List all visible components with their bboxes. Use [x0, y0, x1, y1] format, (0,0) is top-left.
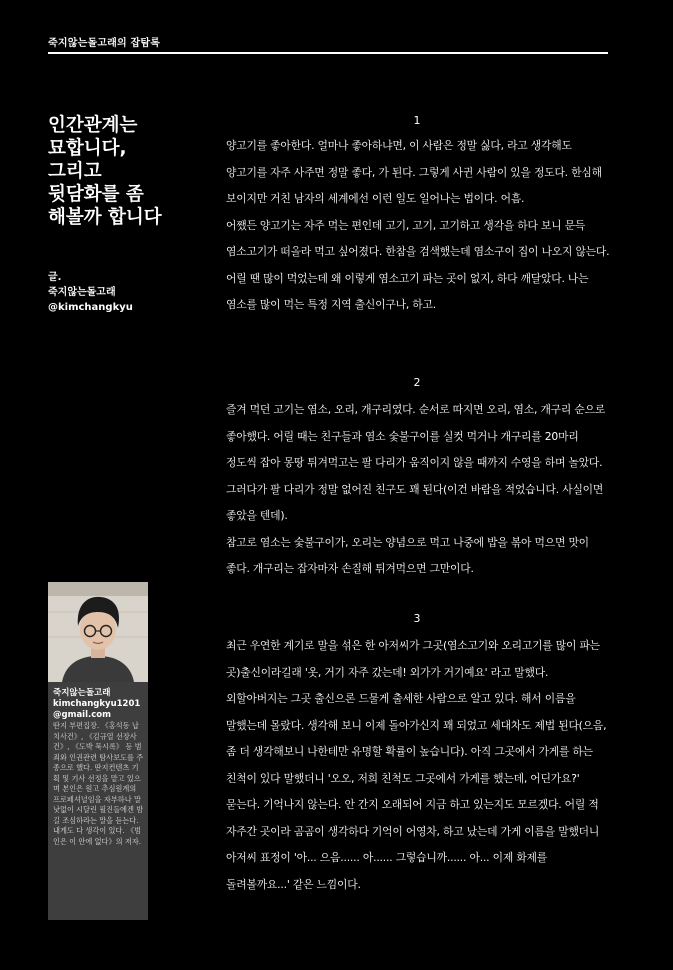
paragraph: 어쨌든 양고기는 자주 먹는 편인데 고기, 고기, 고기하고 생각을 하다 보니 문득 염소고기가 떠올라 먹고 싶어졌다. 한참을 검색했는데 염소구이 집이 나오지 않는다. 어릴 땐 많이 먹었는데 왜 이렇게 염소고기 파는 곳이 없지, 하다 깨달았다. 나는 염소를 많이 먹는 특정 지역 출신이구나, 하고. — [226, 218, 610, 311]
section-text — [226, 133, 610, 319]
headline-line: 인간관계는 — [48, 115, 138, 136]
article-headline — [48, 114, 198, 229]
series-title: 죽지않는돌고래의 잡탐록 — [48, 38, 161, 49]
headline-line: 그리고 — [48, 161, 102, 182]
byline — [48, 270, 133, 315]
author-name: 죽지않는돌고래 — [53, 688, 111, 698]
author-contact — [53, 688, 145, 721]
section-number: 1 — [413, 114, 421, 127]
author-photo — [48, 582, 148, 682]
section-text — [226, 633, 610, 898]
headline-line: 뒷담화를 좀 — [48, 184, 144, 205]
section-number: 3 — [413, 612, 421, 625]
author-bio: 딴지 부편집장. 《홍석동 납치사건》, 《김규열 선장사건》, 《도박 묵시록》 등 범죄와 인권관련 탐사보도를 주종으로 했다. 딴지컨텐츠 기획 및 기사 선정을 맡고 있으며 본인은 원고 추심원계의 프로페셔널임을 자부하나 말낫없이 시달린 필진들에겐 밤길 조심하라는 말을 듣는다. 내게도 다 생각이 있다. 《범인은 이 안에 없다》의 저자. — [53, 721, 144, 846]
paragraph: 참고로 염소는 숯불구이가, 오리는 양념으로 먹고 나중에 밥을 볶아 먹으면 맛이 좋다. 개구리는 잡자마자 손질해 튀겨먹으면 그만이다. — [226, 535, 589, 575]
byline-handle: @kimchangkyu — [48, 302, 133, 313]
author-email-domain: @gmail.com — [53, 710, 111, 720]
paragraph: 최근 우연한 계기로 말을 섞은 한 아저씨가 그곳(염소고기와 오리고기를 많이 파는 곳)출신이라길래 '옷, 거기 자주 갔는데! 외가가 거기예요' 라고 말했다. 외할아버지는 그곳 출신으론 드물게 출세한 사람으로 알고 있다. 해서 이름을 말했는데 몰랐다. 생각해 보니 이제 돌아가신지 꽤 되었고 세대차도 제법 된다(으음, 좀 더 생각해보니 나한테만 유명할 확률이 높습니다). 아직 그곳에서 가게를 하는 친척이 있다 말했더니 '오오, 저희 친척도 그곳에서 가게를 했는데, 어딘가요?' 묻는다. 기억나지 않는다. 안 간지 오래되어 지금 하고 있는지도 모르겠다. 어릴 적 자주간 곳이라 곰곰이 생각하다 기억이 어영차, 하고 났는데 가게 이름을 말했더니 아저씨 표정이 '아... 으음...... 아...... 그렇습니까...... 아... 이제 화제를 돌려볼까요...' 같은 느낌이다. — [226, 639, 607, 891]
section-text — [226, 397, 610, 583]
paragraph: 즐겨 먹던 고기는 염소, 오리, 개구리였다. 순서로 따지면 오리, 염소, 개구리 순으로 좋아했다. 어릴 때는 친구들과 염소 숯불구이를 실컷 먹거나 개구리를 20마리 정도씩 잡아 몽땅 튀겨먹고는 팔 다리가 움직이지 않을 때까지 수영을 하며 놀았다. 그러다가 팔 다리가 정말 없어진 친구도 꽤 된다(이건 바람을 적었습니다. 사실이면 좋았을 텐데). — [226, 403, 606, 522]
byline-author: 죽지않는돌고래 — [48, 287, 116, 298]
author-email-user: kimchangkyu1201 — [53, 699, 141, 709]
author-profile-box — [48, 582, 148, 920]
section-number: 2 — [413, 376, 421, 389]
byline-label: 글. — [48, 272, 62, 283]
headline-line: 해볼까 합니다 — [48, 207, 162, 228]
header-rule — [48, 52, 608, 54]
headline-line: 묘합니다, — [48, 138, 127, 159]
paragraph: 양고기를 좋아한다. 얼마나 좋아하냐면, 이 사람은 정말 싫다, 라고 생각해도 양고기를 자주 사주면 정말 좋다, 가 된다. 그렇게 사귄 사람이 있을 정도다. 한심해 보이지만 거친 남자의 세계에선 이런 일도 일어나는 법이다. 어흠. — [226, 139, 602, 205]
